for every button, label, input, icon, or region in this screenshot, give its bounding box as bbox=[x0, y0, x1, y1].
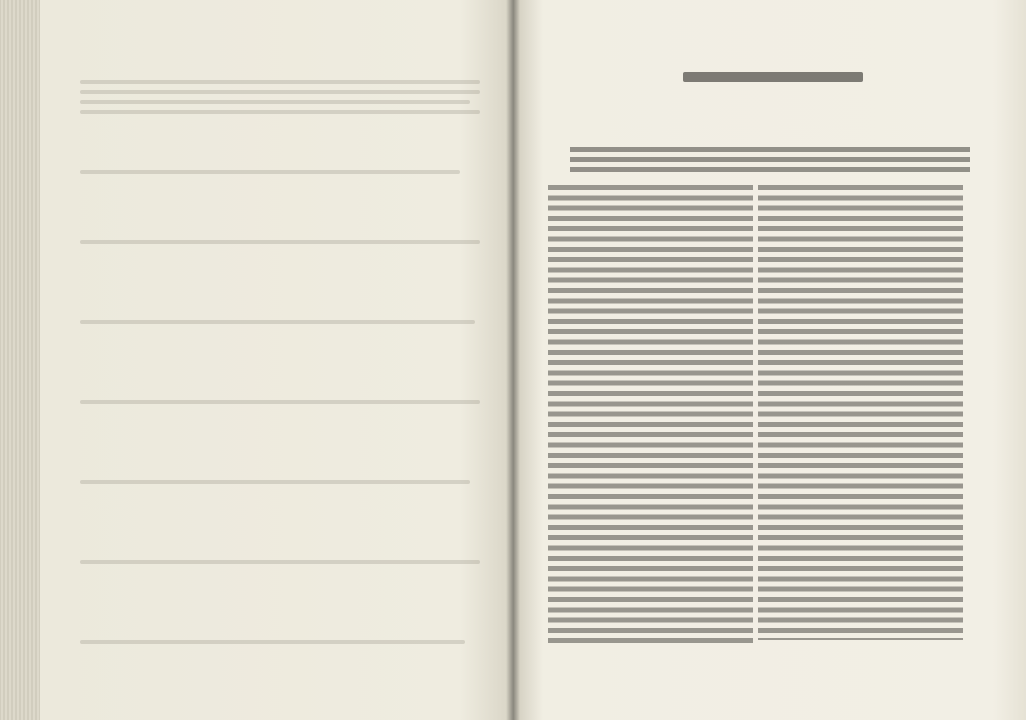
citation-block bbox=[570, 147, 970, 177]
bleed-through-line bbox=[80, 560, 480, 564]
bleed-through-line bbox=[80, 640, 465, 644]
bleed-through-line bbox=[80, 240, 480, 244]
bleed-through-line bbox=[80, 320, 475, 324]
bleed-through-line bbox=[80, 480, 470, 484]
section-heading bbox=[683, 72, 863, 82]
bleed-through-line bbox=[80, 100, 470, 104]
bleed-through-line bbox=[80, 400, 480, 404]
bleed-through-line bbox=[80, 90, 480, 94]
page-edges bbox=[0, 0, 40, 720]
gutter bbox=[506, 0, 520, 720]
text-column-right bbox=[758, 185, 963, 640]
bleed-through-line bbox=[80, 110, 480, 114]
bleed-through-line bbox=[80, 80, 480, 84]
text-column-left bbox=[548, 185, 753, 645]
bleed-through-line bbox=[80, 170, 460, 174]
